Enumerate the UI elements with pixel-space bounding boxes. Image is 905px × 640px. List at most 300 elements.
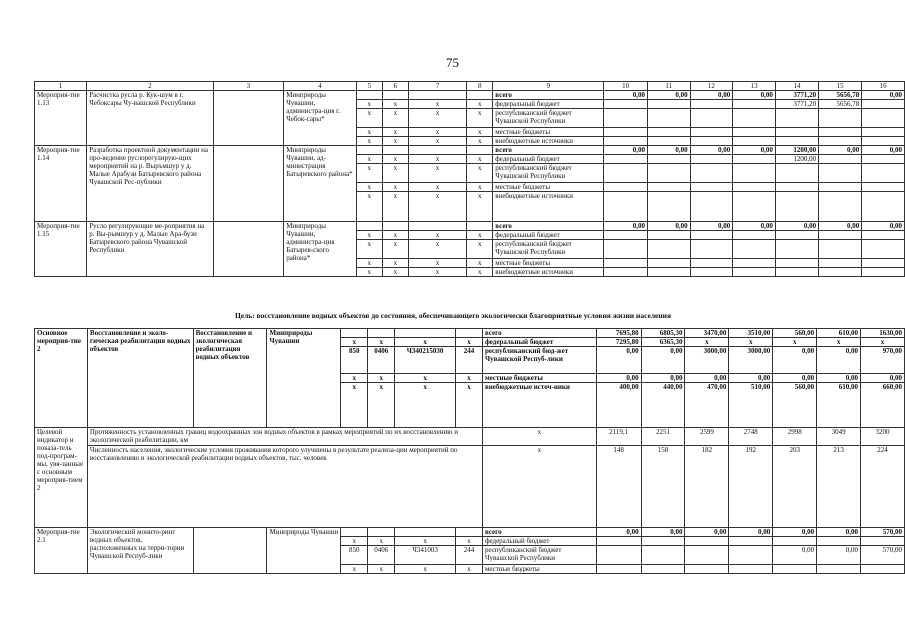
funding-value [647,164,690,183]
funding-value: 0,00 [819,222,862,231]
funding-value [862,100,905,109]
funding-value: 3000,00 [685,347,729,374]
funding-value: 0,00 [773,374,817,383]
column-header-1: 1 [35,82,87,91]
budget-code [356,91,382,100]
indicator-x: x [482,446,596,528]
funding-source: всего [493,91,604,100]
budget-code: x [368,565,395,574]
funding-value: 1200,00 [775,155,818,164]
funding-value [690,100,733,109]
funding-value: x [861,338,905,347]
indicator-value: 2119,1 [596,428,641,446]
budget-code: x [408,231,466,240]
funding-value: 610,00 [817,383,861,428]
funding-value: 560,00 [773,383,817,428]
budget-code: x [467,109,493,128]
funding-source: федеральный бюджет [493,100,604,109]
funding-value: 0,00 [604,91,648,100]
funding-value [733,259,776,268]
indicator-value: 2599 [685,428,729,446]
budget-code: x [341,338,368,347]
funding-value [819,192,862,222]
funding-value: 0,00 [817,546,861,565]
funding-value [775,109,818,128]
funding-value [862,183,905,192]
funding-value [862,231,905,240]
funding-value [690,109,733,128]
funding-value [641,537,685,546]
indicator-value: 158 [641,446,685,528]
indicator-value: 2251 [641,428,685,446]
indicator-value: 2998 [773,428,817,446]
budget-code: x [382,137,408,146]
indicator-x: x [482,428,596,446]
funding-source: внебюджетные источ-ники [482,383,596,428]
funding-value [604,231,648,240]
funding-value [733,183,776,192]
goal-text: Цель: восстановление водных объектов до состояния, обеспечивающего экологически благоприятные условия жизни населения [234,311,672,320]
funding-value [690,259,733,268]
funding-value: 510,00 [729,383,773,428]
budget-code: x [356,231,382,240]
funding-value: 440,00 [641,383,685,428]
funding-value [775,240,818,259]
funding-value: 560,00 [773,329,817,338]
funding-value: 6365,30 [641,338,685,347]
measure-number: Мероприя-тие 2.1 [35,528,88,574]
funding-value [604,164,648,183]
funding-value [690,128,733,137]
budget-code [467,91,493,100]
funding-value [647,183,690,192]
funding-value: 0,00 [604,222,648,231]
column-header-14: 14 [775,82,818,91]
funding-value [604,109,648,128]
executor-blank [213,146,284,222]
budget-code: x [356,100,382,109]
budget-code: x [456,374,483,383]
budget-code: x [467,259,493,268]
funding-source: внебюджетные источники [493,268,604,277]
funding-value: 0,00 [775,222,818,231]
measure-name: Разработка проектной документации на про-ведение руслорегулирую-щих мероприятий на р. Выръмшур у д. Малые Арабузи Батыревского района Чувашской Рес-публики [87,146,213,222]
funding-value [773,565,817,574]
funding-value [862,192,905,222]
funding-value: 7695,80 [596,329,641,338]
indicator-value: 224 [861,446,905,528]
funding-value [604,137,648,146]
funding-value: 1630,00 [861,329,905,338]
budget-code [382,146,408,155]
funding-value: 0,00 [685,528,729,537]
indicator-value: 192 [729,446,773,528]
funding-source: внебюджетные источники [493,192,604,222]
budget-code: x [395,383,456,428]
budget-code: x [408,192,466,222]
main-total-row [35,329,905,338]
measure-number: Мероприя-тие 1.15 [35,222,87,277]
funding-value [604,268,648,277]
funding-value [775,128,818,137]
funding-source: местные бюджеты [493,128,604,137]
funding-value: 5656,78 [819,91,862,100]
budget-code [382,222,408,231]
funding-value [862,137,905,146]
budget-code: x [467,155,493,164]
main-measure-number: Основное мероприя-тие 2 [35,329,88,428]
measure-name: Расчистка русла р. Кук-шум в г. Чебоксары Чу-вашской Республики [87,91,213,146]
funding-value [861,565,905,574]
funding-value: 0,00 [690,91,733,100]
funding-value: 0,00 [862,222,905,231]
funding-value [604,192,648,222]
funding-value: 0,00 [690,146,733,155]
budget-code: x [395,374,456,383]
funding-source: республиканский бюджет Чувашской Республики [493,240,604,259]
funding-source: республиканский бюд-жет Чувашской Респуб-лики [482,347,596,374]
budget-code: 244 [456,546,483,565]
funding-value [733,155,776,164]
measure-number: Мероприя-тие 1.13 [35,91,87,146]
budget-code: x [341,537,368,546]
column-header-2: 2 [87,82,213,91]
funding-value: 0,00 [596,374,641,383]
indicator-value: 182 [685,446,729,528]
budget-code: x [408,183,466,192]
funding-value: 1200,00 [775,146,818,155]
funding-value [862,128,905,137]
funding-value: x [773,338,817,347]
funding-value [733,164,776,183]
budget-code: x [395,338,456,347]
budget-code: x [382,128,408,137]
funding-value: 0,00 [729,528,773,537]
funding-value [819,109,862,128]
funding-value [775,231,818,240]
funding-value: 5656,78 [819,100,862,109]
budget-code: x [368,338,395,347]
budget-code: x [467,100,493,109]
budget-code [368,329,395,338]
funding-value [690,240,733,259]
responsible-executor: Минприроды Чувашии, администра-ция г. Чебок-сары* [284,91,357,146]
responsible-executor: Минприроды Чувашии [267,528,341,574]
measure-number: Мероприя-тие 1.14 [35,146,87,222]
funding-value: 570,00 [861,528,905,537]
indicator-value: 203 [773,446,817,528]
responsible-executor: Минприроды Чувашии, администра-ция Батырев-ского района* [284,222,357,277]
budget-code: x [382,100,408,109]
funding-value [604,240,648,259]
funding-value: 0,00 [641,528,685,537]
budget-code: x [467,128,493,137]
executor-blank [213,222,284,277]
funding-value: 3470,00 [685,329,729,338]
budget-code: x [456,338,483,347]
funding-source: федеральный бюджет [482,338,596,347]
funding-value: 7295,80 [596,338,641,347]
funding-value [819,164,862,183]
indicator-text: Численность населения, экологические условия проживания которого улучшены в результате реализа-ции мероприятий по восстановлению и экологической реабилитации водных объектов, тыс. человек [87,446,482,528]
budget-code: Ч340215030 [395,347,456,374]
budget-code: x [368,374,395,383]
funding-value: 0,00 [641,347,685,374]
funding-source: местные бюджеты [482,374,596,383]
budget-code: x [467,192,493,222]
funding-value [733,100,776,109]
funding-value [690,183,733,192]
indicator-row [35,428,905,446]
budget-code: x [356,128,382,137]
indicator-value: 148 [596,446,641,528]
funding-value [775,137,818,146]
funding-source: республиканский бюджет Чувашской Республики [493,109,604,128]
budget-code [456,528,483,537]
funding-source: федеральный бюджет [482,537,596,546]
funding-row [35,91,905,100]
budget-code: x [395,565,456,574]
budget-code: 0406 [368,347,395,374]
column-header-6: 6 [382,82,408,91]
column-header-3: 3 [213,82,284,91]
budget-code: x [356,137,382,146]
funding-value [604,259,648,268]
measures-table-top [34,81,905,277]
budget-code: x [382,231,408,240]
funding-value: x [817,338,861,347]
indicator-text: Протяженность установленных границ водоохранных зон водных объектов в рамках мероприятий по их восстановлению и экологической реабилитации, км [87,428,482,446]
funding-value [647,231,690,240]
funding-value: 610,00 [817,329,861,338]
funding-value: 400,00 [596,383,641,428]
budget-code: 850 [341,347,368,374]
funding-value: 0,00 [773,347,817,374]
budget-code: x [382,183,408,192]
indicator-value: 3049 [817,428,861,446]
funding-value: 0,00 [641,374,685,383]
measure-name: Русло регулирующие ме-роприятия на р. Вы-рымшур у д. Малые Ара-бузи Батыревского района Чувашской Республики [87,222,213,277]
funding-value: 970,00 [861,347,905,374]
budget-code [395,528,456,537]
funding-value [775,268,818,277]
funding-value: 0,00 [862,91,905,100]
funding-value: 0,00 [647,222,690,231]
funding-value [685,537,729,546]
funding-value [733,128,776,137]
funding-row [35,146,905,155]
indicator-value: 3200 [861,428,905,446]
funding-value: x [729,338,773,347]
funding-value [862,155,905,164]
indicator-row [35,446,905,528]
budget-code [356,222,382,231]
measure-name: Экологический монито-ринг водных объектов, расположенных на терри-тории Чувашской Респуб-лики [87,528,193,574]
budget-code: x [467,183,493,192]
funding-value: 0,00 [861,374,905,383]
funding-value [775,192,818,222]
funding-value [596,546,641,565]
funding-value [690,164,733,183]
funding-value: 0,00 [690,222,733,231]
funding-value: 0,00 [733,146,776,155]
budget-code: x [356,155,382,164]
budget-code: x [467,137,493,146]
funding-value: 6805,30 [641,329,685,338]
budget-code: 244 [456,347,483,374]
funding-value [729,537,773,546]
funding-value [819,137,862,146]
funding-value: 0,00 [604,146,648,155]
funding-value [819,128,862,137]
funding-value [775,183,818,192]
budget-code [341,528,368,537]
funding-value: 0,00 [729,374,773,383]
funding-value [817,537,861,546]
budget-code: x [467,268,493,277]
funding-value [819,268,862,277]
column-header-8: 8 [467,82,493,91]
funding-value [647,100,690,109]
funding-value [647,240,690,259]
funding-value [641,565,685,574]
budget-code: x [408,268,466,277]
budget-code: x [341,565,368,574]
funding-source: местные бюджеты [493,183,604,192]
funding-value [733,268,776,277]
funding-value: 0,00 [773,546,817,565]
funding-value: 3510,00 [729,329,773,338]
indicator-label: Целевой индикатор и показа-тель под-програм-мы, увя-занные с основным мероприя-тием 2 [35,428,88,528]
funding-value: 0,00 [596,347,641,374]
funding-value: 3771,20 [775,91,818,100]
funding-value: 0,00 [647,91,690,100]
funding-source: местные бюджеты [482,565,596,574]
funding-source: всего [482,329,596,338]
column-header-4: 4 [284,82,357,91]
funding-value: 0,00 [817,374,861,383]
main-measure-name: Восстановление и эколо-гическая реабилитация водных объектов [87,329,193,428]
funding-value [604,128,648,137]
funding-value [733,137,776,146]
funding-value: 470,00 [685,383,729,428]
funding-value [647,192,690,222]
measures-table-bottom [34,328,905,574]
budget-code: x [368,537,395,546]
funding-value [685,565,729,574]
funding-value [819,183,862,192]
funding-source: местные бюджеты [493,259,604,268]
budget-code [368,528,395,537]
budget-code [382,91,408,100]
budget-code: x [356,109,382,128]
funding-source: федеральный бюджет [493,231,604,240]
executor-blank [213,91,284,146]
funding-value [729,546,773,565]
funding-value [685,546,729,565]
funding-value: 0,00 [596,528,641,537]
funding-value [862,240,905,259]
funding-value [733,240,776,259]
budget-code: x [341,374,368,383]
funding-value [690,268,733,277]
funding-value [596,565,641,574]
budget-code: x [408,155,466,164]
funding-value [647,268,690,277]
budget-code: x [408,137,466,146]
column-header-16: 16 [862,82,905,91]
funding-value [647,155,690,164]
funding-value [862,259,905,268]
executor-blank [193,528,267,574]
funding-value: 0,00 [817,347,861,374]
funding-source: внебюджетные источники [493,137,604,146]
main-measure-task: Восстановление и экологическая реабилитация водных объектов [193,329,267,428]
funding-source: федеральный бюджет [493,155,604,164]
funding-value [647,128,690,137]
budget-code: x [356,192,382,222]
budget-code: x [382,240,408,259]
budget-code: x [356,240,382,259]
column-header-13: 13 [733,82,776,91]
budget-code: x [356,164,382,183]
budget-code: x [382,192,408,222]
budget-code: x [467,231,493,240]
funding-value: 3771,20 [775,100,818,109]
budget-code [467,146,493,155]
funding-source: республиканский бюджет Чувашской Республики [493,164,604,183]
funding-value [819,155,862,164]
funding-value: 0,00 [685,374,729,383]
funding-value: 0,00 [817,528,861,537]
funding-value [819,240,862,259]
funding-value [647,259,690,268]
budget-code: x [456,565,483,574]
funding-value [861,537,905,546]
budget-code: x [456,383,483,428]
budget-code: x [408,100,466,109]
funding-value: 3000,00 [729,347,773,374]
column-header-row [35,82,905,91]
funding-value [862,268,905,277]
funding-value [604,155,648,164]
column-header-5: 5 [356,82,382,91]
funding-value: x [685,338,729,347]
funding-row [35,528,905,537]
funding-value [690,137,733,146]
indicator-value: 213 [817,446,861,528]
funding-value [641,546,685,565]
funding-value: 570,00 [861,546,905,565]
budget-code [408,91,466,100]
budget-code [408,146,466,155]
budget-code [408,222,466,231]
budget-code: x [356,183,382,192]
budget-code: x [382,259,408,268]
column-header-10: 10 [604,82,648,91]
budget-code [356,146,382,155]
budget-code: x [408,164,466,183]
main-measure-executor: Минприроды Чувашии [267,329,341,428]
funding-value: 0,00 [773,528,817,537]
column-header-12: 12 [690,82,733,91]
funding-value [773,537,817,546]
funding-value [729,565,773,574]
column-header-15: 15 [819,82,862,91]
funding-value [733,231,776,240]
funding-value [647,109,690,128]
budget-code: x [382,268,408,277]
